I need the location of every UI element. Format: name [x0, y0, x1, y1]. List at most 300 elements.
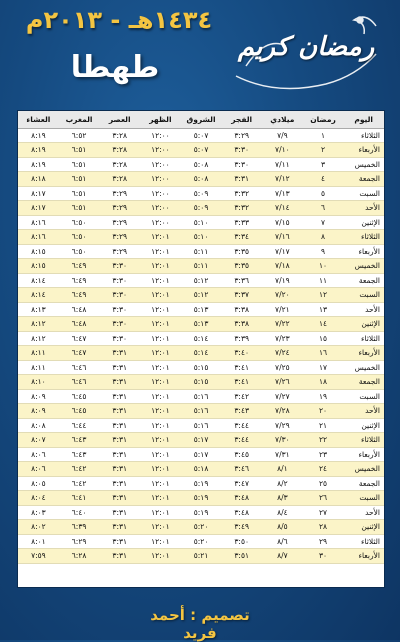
- table-cell: ٣:٣٠: [99, 273, 140, 288]
- table-row: [18, 215, 384, 230]
- table-cell: ٣:٣٦: [221, 273, 262, 288]
- logo-text: رمضان كريم: [237, 32, 375, 62]
- table-cell: ١٢:٠٠: [140, 172, 181, 187]
- column-header: الشروق: [181, 111, 222, 128]
- table-cell: ٥:١٣: [181, 302, 222, 317]
- table-cell: ٨:١٢: [18, 317, 59, 332]
- table-cell: ١٢:٠١: [140, 418, 181, 433]
- table-cell: ١٢:٠١: [140, 491, 181, 506]
- table-row: [18, 143, 384, 158]
- table-cell: ٨:٠٢: [18, 520, 59, 535]
- table-cell: ٣:٣٥: [221, 259, 262, 274]
- table-cell: ١٢:٠١: [140, 447, 181, 462]
- table-row: [18, 273, 384, 288]
- table-cell: ٦:٢٨: [59, 549, 100, 564]
- column-header: الفجر: [221, 111, 262, 128]
- table-cell: الجمعة: [343, 172, 384, 187]
- table-row: [18, 447, 384, 462]
- table-cell: السبت: [343, 288, 384, 303]
- table-cell: الإثنين: [343, 520, 384, 535]
- table-cell: ٧/١٦: [262, 230, 303, 245]
- table-cell: ٣:٣١: [99, 476, 140, 491]
- table-cell: ٣:٣٠: [99, 288, 140, 303]
- table-cell: ٥:١٧: [181, 447, 222, 462]
- table-cell: ٥:١١: [181, 244, 222, 259]
- table-cell: ٨:١٤: [18, 288, 59, 303]
- table-row: [18, 360, 384, 375]
- table-cell: ٤: [303, 172, 344, 187]
- table-cell: ٨:١٦: [18, 215, 59, 230]
- table-cell: ٦:٤١: [59, 491, 100, 506]
- table-cell: ١٢:٠١: [140, 433, 181, 448]
- table-cell: ٢٨: [303, 520, 344, 535]
- table-cell: ١٢:٠١: [140, 273, 181, 288]
- table-cell: ٣:٤٨: [221, 491, 262, 506]
- table-cell: الأربعاء: [343, 549, 384, 564]
- table-cell: ٧/٢٧: [262, 389, 303, 404]
- table-cell: ٥:١٠: [181, 230, 222, 245]
- table-cell: ٥:١٥: [181, 375, 222, 390]
- table-row: [18, 302, 384, 317]
- table-cell: ٨:١٠: [18, 375, 59, 390]
- table-cell: ٦:٢٩: [59, 534, 100, 549]
- table-cell: ٣:٤٤: [221, 433, 262, 448]
- table-row: [18, 375, 384, 390]
- table-row: [18, 389, 384, 404]
- table-cell: ٣:٤٨: [221, 505, 262, 520]
- table-cell: ٦:٤٢: [59, 476, 100, 491]
- table-cell: ١٢:٠١: [140, 476, 181, 491]
- table-cell: ٥:١٧: [181, 433, 222, 448]
- table-cell: ٣:٤١: [221, 360, 262, 375]
- table-cell: ١٢:٠٠: [140, 157, 181, 172]
- table-cell: ٧/١٣: [262, 186, 303, 201]
- table-cell: ٣:٣٨: [221, 317, 262, 332]
- table-cell: ٦:٥١: [59, 157, 100, 172]
- table-cell: ٨:١٦: [18, 230, 59, 245]
- table-cell: ٣:٥٠: [221, 534, 262, 549]
- table-cell: ٦:٥١: [59, 186, 100, 201]
- table-cell: ١٦: [303, 346, 344, 361]
- table-cell: ١٢:٠١: [140, 462, 181, 477]
- table-cell: ٧/٣١: [262, 447, 303, 462]
- table-cell: ٣:٢٩: [99, 201, 140, 216]
- table-cell: ٣:٣١: [99, 549, 140, 564]
- table-cell: ٣:٤٤: [221, 418, 262, 433]
- table-cell: ٧/١٨: [262, 259, 303, 274]
- table-cell: ٨:١٤: [18, 273, 59, 288]
- table-cell: ٣:٣٣: [221, 215, 262, 230]
- table-cell: ٣:٥١: [221, 549, 262, 564]
- table-cell: ٣:٣٩: [221, 331, 262, 346]
- table-cell: ٧/٩: [262, 128, 303, 143]
- table-cell: الأحد: [343, 404, 384, 419]
- table-cell: ٢: [303, 143, 344, 158]
- table-cell: الثلاثاء: [343, 128, 384, 143]
- table-cell: الأربعاء: [343, 346, 384, 361]
- table-row: [18, 505, 384, 520]
- column-header: العشاء: [18, 111, 59, 128]
- table-cell: الأربعاء: [343, 143, 384, 158]
- table-row: [18, 331, 384, 346]
- table-cell: ٣: [303, 157, 344, 172]
- table-cell: السبت: [343, 491, 384, 506]
- table-cell: ٨:١٢: [18, 331, 59, 346]
- table-cell: ١٢:٠١: [140, 244, 181, 259]
- table-cell: ٦:٤٤: [59, 418, 100, 433]
- table-row: [18, 317, 384, 332]
- table-cell: ٨:٠٥: [18, 476, 59, 491]
- table-cell: ٧/٢٢: [262, 317, 303, 332]
- table-cell: السبت: [343, 389, 384, 404]
- table-cell: ٣:٣١: [99, 534, 140, 549]
- table-cell: ٦:٥٠: [59, 230, 100, 245]
- table-cell: ٥:١٤: [181, 331, 222, 346]
- table-row: [18, 491, 384, 506]
- table-cell: ٨:٠٨: [18, 418, 59, 433]
- table-cell: ٣:٤٦: [221, 462, 262, 477]
- column-header: رمضان: [303, 111, 344, 128]
- table-cell: ٣:٢٩: [99, 215, 140, 230]
- header: [0, 0, 400, 108]
- table-cell: ٣:٢٩: [99, 186, 140, 201]
- table-cell: ٣:٣٨: [221, 302, 262, 317]
- table-cell: ٧/٢٥: [262, 360, 303, 375]
- table-cell: ٥:١٩: [181, 505, 222, 520]
- table-row: [18, 244, 384, 259]
- table-cell: ٣:٣١: [99, 520, 140, 535]
- table-cell: ٣:٢٩: [99, 230, 140, 245]
- table-cell: ٧/٢٨: [262, 404, 303, 419]
- table-cell: ١٢:٠١: [140, 534, 181, 549]
- table-cell: ٦:٤٥: [59, 404, 100, 419]
- table-cell: ٥:٠٧: [181, 143, 222, 158]
- table-cell: ٧/١٩: [262, 273, 303, 288]
- table-cell: ١٢:٠٠: [140, 186, 181, 201]
- table-cell: ٧:٥٩: [18, 549, 59, 564]
- table-cell: ١٧: [303, 360, 344, 375]
- table-cell: ٦:٥٠: [59, 244, 100, 259]
- table-cell: ٣:٢٨: [99, 157, 140, 172]
- table-cell: ٧/١٤: [262, 201, 303, 216]
- table-cell: ٨:٠٤: [18, 491, 59, 506]
- table-cell: ٣:٣١: [99, 389, 140, 404]
- table-cell: ٦:٥٢: [59, 128, 100, 143]
- table-cell: ٨/٢: [262, 476, 303, 491]
- table-cell: ٣:٣٠: [221, 157, 262, 172]
- table-cell: ٥:٠٨: [181, 157, 222, 172]
- table-cell: ٨/٧: [262, 549, 303, 564]
- table-cell: ٣:٣١: [99, 346, 140, 361]
- table-cell: ١٢:٠٠: [140, 143, 181, 158]
- table-cell: ١٢:٠١: [140, 259, 181, 274]
- table-cell: ٦:٤٩: [59, 273, 100, 288]
- table-row: [18, 549, 384, 564]
- table-cell: ٣:٤١: [221, 375, 262, 390]
- table-cell: ٢٠: [303, 404, 344, 419]
- table-cell: ١٢:٠١: [140, 288, 181, 303]
- table-cell: ١٢:٠١: [140, 389, 181, 404]
- table-cell: ٣:٢٨: [99, 128, 140, 143]
- table-cell: ٧/٢٠: [262, 288, 303, 303]
- table-row: [18, 157, 384, 172]
- table-cell: ٥:١٤: [181, 346, 222, 361]
- table-cell: ٧/١٢: [262, 172, 303, 187]
- table-cell: ١٢:٠١: [140, 360, 181, 375]
- table-cell: الخميس: [343, 157, 384, 172]
- table-cell: ٥: [303, 186, 344, 201]
- table-cell: ٣:٣١: [221, 172, 262, 187]
- table-cell: ١٢:٠١: [140, 505, 181, 520]
- table-cell: ٣:٣١: [99, 375, 140, 390]
- table-cell: ٥:١٢: [181, 273, 222, 288]
- table-cell: ١٢:٠١: [140, 375, 181, 390]
- table-cell: الجمعة: [343, 375, 384, 390]
- table-cell: ١٢:٠١: [140, 520, 181, 535]
- table-row: [18, 534, 384, 549]
- table-cell: الأحد: [343, 302, 384, 317]
- table-cell: الأربعاء: [343, 244, 384, 259]
- table-cell: ٦:٤٩: [59, 259, 100, 274]
- table-cell: ١١: [303, 273, 344, 288]
- table-row: [18, 128, 384, 143]
- table-cell: ٣٠: [303, 549, 344, 564]
- table-row: [18, 288, 384, 303]
- table-row: [18, 201, 384, 216]
- table-cell: الجمعة: [343, 273, 384, 288]
- table-cell: ١٩: [303, 389, 344, 404]
- table-cell: ٣:٣٠: [99, 259, 140, 274]
- table-cell: ٨:٠٩: [18, 404, 59, 419]
- table-cell: ٦:٤٧: [59, 331, 100, 346]
- table-cell: ٨:١١: [18, 346, 59, 361]
- table-row: [18, 476, 384, 491]
- table-row: [18, 520, 384, 535]
- table-cell: الأحد: [343, 505, 384, 520]
- table-cell: ١٢:٠٠: [140, 215, 181, 230]
- table-cell: ٦:٤٦: [59, 375, 100, 390]
- table-cell: ٣:٣١: [99, 404, 140, 419]
- table-cell: ٧/٢١: [262, 302, 303, 317]
- table-cell: ٧/٢٩: [262, 418, 303, 433]
- table-cell: ٦:٤٠: [59, 505, 100, 520]
- table-cell: ٥:٠٧: [181, 128, 222, 143]
- table-row: [18, 186, 384, 201]
- table-cell: ٥:١٦: [181, 418, 222, 433]
- table-cell: ٦:٥١: [59, 201, 100, 216]
- table-cell: ٣:٣١: [99, 433, 140, 448]
- table-cell: ٨:٠٩: [18, 389, 59, 404]
- table-cell: ٨:٠١: [18, 534, 59, 549]
- table-cell: ١٢:٠٠: [140, 128, 181, 143]
- table-cell: ٣:٣١: [99, 418, 140, 433]
- table-cell: ٣:٤٩: [221, 520, 262, 535]
- table-cell: ٦:٤٧: [59, 346, 100, 361]
- table-cell: الإثنين: [343, 215, 384, 230]
- table-cell: ١٢: [303, 288, 344, 303]
- table-cell: ٨:١١: [18, 360, 59, 375]
- table-cell: ١٨: [303, 375, 344, 390]
- column-header: العصر: [99, 111, 140, 128]
- table-cell: ١٢:٠١: [140, 302, 181, 317]
- table-cell: ٧/٢٦: [262, 375, 303, 390]
- column-header: الظهر: [140, 111, 181, 128]
- table-cell: ٨:١٩: [18, 128, 59, 143]
- table-cell: ٣:٣٠: [221, 143, 262, 158]
- year-title: ١٤٣٤هـ - ٢٠١٣م: [25, 6, 213, 34]
- ramadan-kareem-logo: [226, 6, 386, 102]
- table-cell: ١٢:٠١: [140, 346, 181, 361]
- table-cell: ٥:٠٩: [181, 201, 222, 216]
- table-cell: ٥:١٨: [181, 462, 222, 477]
- table-cell: ٨/٥: [262, 520, 303, 535]
- table-cell: ١٢:٠١: [140, 317, 181, 332]
- table-cell: ٣:٣١: [99, 505, 140, 520]
- table-cell: الخميس: [343, 259, 384, 274]
- table-cell: ٣:٣٠: [99, 302, 140, 317]
- table-cell: ٥:٠٩: [181, 186, 222, 201]
- table-cell: الثلاثاء: [343, 230, 384, 245]
- table-cell: ٢٤: [303, 462, 344, 477]
- prayer-times-table: [17, 110, 385, 588]
- table-cell: ٣:٣٠: [99, 317, 140, 332]
- table-cell: ١٢:٠٠: [140, 201, 181, 216]
- table-cell: ١٤: [303, 317, 344, 332]
- table-cell: ١٢:٠١: [140, 549, 181, 564]
- table-cell: الخميس: [343, 360, 384, 375]
- table-cell: ٦:٥١: [59, 172, 100, 187]
- table-cell: ٨:١٩: [18, 143, 59, 158]
- table-cell: ٣:٢٨: [99, 143, 140, 158]
- table-row: [18, 462, 384, 477]
- table-cell: ٣:٣٥: [221, 244, 262, 259]
- table-cell: ٥:١٥: [181, 360, 222, 375]
- column-header: اليوم: [343, 111, 384, 128]
- table-cell: ٢٧: [303, 505, 344, 520]
- table-row: [18, 230, 384, 245]
- table-cell: الثلاثاء: [343, 331, 384, 346]
- table-header-row: [18, 111, 384, 128]
- table-cell: ٣:٣١: [99, 462, 140, 477]
- table-cell: ٦: [303, 201, 344, 216]
- table-row: [18, 433, 384, 448]
- table-cell: ١٢:٠١: [140, 230, 181, 245]
- table-cell: ١٥: [303, 331, 344, 346]
- table-cell: ٥:١٦: [181, 404, 222, 419]
- table-cell: ٣:٤٧: [221, 476, 262, 491]
- table-cell: ٨/٣: [262, 491, 303, 506]
- table-cell: ٨: [303, 230, 344, 245]
- designer-credit: تصميم : أحمد فريد: [150, 606, 250, 642]
- table-cell: الثلاثاء: [343, 433, 384, 448]
- table-cell: ٧/١٧: [262, 244, 303, 259]
- table-cell: ٣:٢٩: [99, 244, 140, 259]
- table-cell: ٨:٠٦: [18, 447, 59, 462]
- table-cell: ٢٣: [303, 447, 344, 462]
- table-cell: ٣:٣٢: [221, 201, 262, 216]
- table-cell: ٥:١٩: [181, 476, 222, 491]
- table-cell: ٨:٠٧: [18, 433, 59, 448]
- table-cell: ٨:١٧: [18, 186, 59, 201]
- table-cell: الإثنين: [343, 418, 384, 433]
- table-cell: ٥:١٦: [181, 389, 222, 404]
- table-cell: ٧/٢٤: [262, 346, 303, 361]
- table-cell: ٩: [303, 244, 344, 259]
- city-title: طهطا: [70, 50, 160, 85]
- table-cell: الأحد: [343, 201, 384, 216]
- table-cell: ١٣: [303, 302, 344, 317]
- table-cell: ٨/٤: [262, 505, 303, 520]
- table-cell: ٧/١١: [262, 157, 303, 172]
- table-cell: ٥:١٢: [181, 288, 222, 303]
- table-cell: ٣:٣١: [99, 360, 140, 375]
- table-cell: ٨:٠٦: [18, 462, 59, 477]
- table-cell: ٨:١٧: [18, 201, 59, 216]
- table-cell: الإثنين: [343, 317, 384, 332]
- table-cell: ٢٥: [303, 476, 344, 491]
- table-cell: ٦:٤٩: [59, 288, 100, 303]
- table-cell: ٦:٤٨: [59, 317, 100, 332]
- table-cell: ٨/١: [262, 462, 303, 477]
- table-cell: الخميس: [343, 462, 384, 477]
- table-cell: ٦:٥١: [59, 143, 100, 158]
- table-cell: ٢١: [303, 418, 344, 433]
- table-cell: ٨:١٥: [18, 244, 59, 259]
- table-cell: ٧/٣٠: [262, 433, 303, 448]
- table-cell: ٥:٢٠: [181, 520, 222, 535]
- table-cell: ٧/١٥: [262, 215, 303, 230]
- table-cell: ٨/٦: [262, 534, 303, 549]
- table-cell: ٧/٢٣: [262, 331, 303, 346]
- table-cell: ٨:٠٣: [18, 505, 59, 520]
- table-cell: ٦:٥٠: [59, 215, 100, 230]
- table-cell: ٢٢: [303, 433, 344, 448]
- table-cell: ٣:٤٥: [221, 447, 262, 462]
- table-row: [18, 259, 384, 274]
- column-header: ميلادي: [262, 111, 303, 128]
- table-cell: ٧: [303, 215, 344, 230]
- table-cell: ٥:٢١: [181, 549, 222, 564]
- table-cell: ٥:١٠: [181, 215, 222, 230]
- table-cell: ٨:١٥: [18, 259, 59, 274]
- table-cell: ٥:٢٠: [181, 534, 222, 549]
- table-cell: ٣:٣٢: [221, 186, 262, 201]
- table-cell: ٥:٠٨: [181, 172, 222, 187]
- table-cell: ٥:١٣: [181, 317, 222, 332]
- table-cell: ٦:٤٣: [59, 447, 100, 462]
- table-cell: ١٢:٠١: [140, 404, 181, 419]
- table-row: [18, 404, 384, 419]
- table-cell: ٣:٢٨: [99, 172, 140, 187]
- table-cell: ١٢:٠١: [140, 331, 181, 346]
- table-cell: ٥:١٩: [181, 491, 222, 506]
- table-cell: ٣:٤٠: [221, 346, 262, 361]
- table-cell: ٣:٣٧: [221, 288, 262, 303]
- table-cell: ١٠: [303, 259, 344, 274]
- table-row: [18, 418, 384, 433]
- table-cell: ١: [303, 128, 344, 143]
- table-cell: ٦:٤٦: [59, 360, 100, 375]
- table-cell: السبت: [343, 186, 384, 201]
- table-cell: ٣:٣١: [99, 491, 140, 506]
- table-cell: ٣:٢٩: [221, 128, 262, 143]
- table-cell: ٨:١٣: [18, 302, 59, 317]
- table-cell: الجمعة: [343, 476, 384, 491]
- table-cell: ٣:٣٠: [99, 331, 140, 346]
- table-cell: الأربعاء: [343, 447, 384, 462]
- table-cell: ٣:٣٤: [221, 230, 262, 245]
- table-cell: ٨:١٩: [18, 157, 59, 172]
